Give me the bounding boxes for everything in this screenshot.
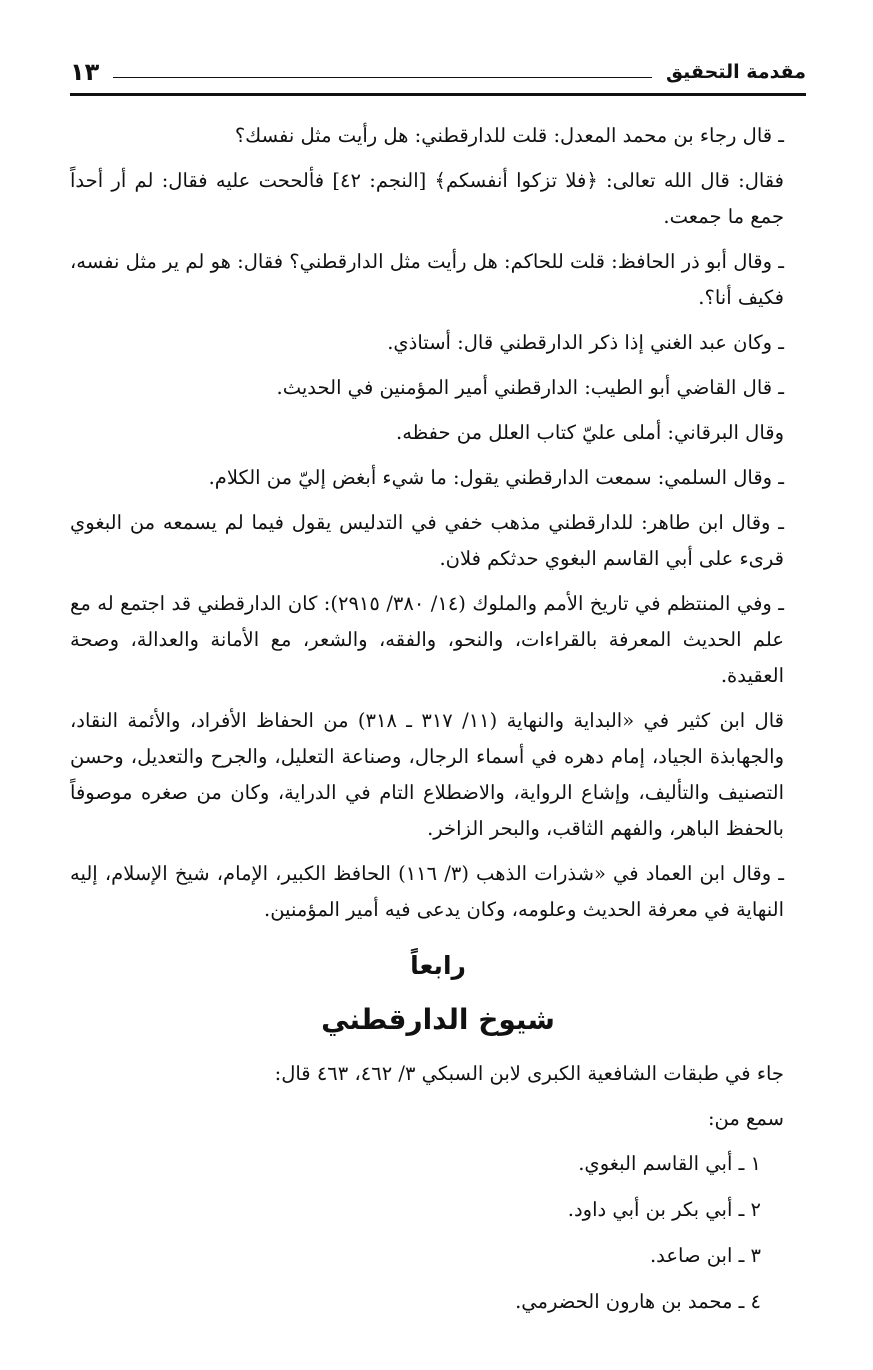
running-header [70,52,806,92]
paragraph-abu-tayyib: ـ قال القاضي أبو الطيب: الدارقطني أمير المؤمنين في الحديث. [276,376,784,399]
section-number-heading: رابعاً [410,951,466,980]
paragraph-muntazam: ـ وفي المنتظم في تاريخ الأمم والملوك (١٤/ ٣٨٠/ ٢٩١٥): كان الدارقطني قد اجتمع له مع علم الحديث المعرفة بالقراءات، والنحو، والفقه، والشعر، مع الأمانة والعدالة، وصحة العقيدة. [70,592,784,687]
body-text [70,118,806,1330]
header-rule [70,93,806,96]
paragraph-ibn-tahir: ـ وقال ابن طاهر: للدارقطني مذهب خفي في التدليس يقول فيما لم يسمعه من البغوي قرىء على أبي القاسم البغوي حدثكم فلان. [70,511,784,570]
paragraph-abu-dharr: ـ وقال أبو ذر الحافظ: قلت للحاكم: هل رأيت مثل الدارقطني؟ فقال: هو لم ير مثل نفسه، فكيف أنا؟. [70,250,784,309]
list-item: ١ ـ أبي القاسم البغوي. [578,1152,761,1175]
paragraph-ibn-imad: ـ وقال ابن العماد في «شذرات الذهب (٣/ ١١٦) الحافظ الكبير، الإمام، شيخ الإسلام، إليه النهاية في معرفة الحديث وعلومه، وكان يدعى فيه أمير المؤمنين. [70,862,784,921]
paragraph-sulami: ـ وقال السلمي: سمعت الدارقطني يقول: ما شيء أبغض إليّ من الكلام. [208,466,784,489]
section-sub-intro: سمع من: [707,1107,784,1130]
paragraph-quran-reply: فقال: قال الله تعالى: ﴿فلا تزكوا أنفسكم﴾ [النجم: ٤٢] فألححت عليه فقال: لم أر أحداً جمع ما جمعت. [70,169,784,228]
list-item: ٤ ـ محمد بن هارون الحضرمي. [515,1290,761,1313]
paragraph-barqani: وقال البرقاني: أملى عليّ كتاب العلل من حفظه. [396,421,784,444]
paragraph-abdulghani: ـ وكان عبد الغني إذا ذكر الدارقطني قال: أستاذي. [387,331,784,354]
section-intro: جاء في طبقات الشافعية الكبرى لابن السبكي ٣/ ٤٦٢، ٤٦٣ قال: [274,1062,784,1085]
list-item: ٢ ـ أبي بكر بن أبي داود. [567,1198,761,1221]
running-header-title: مقدمة التحقيق [666,61,806,83]
paragraph-ibn-kathir: قال ابن كثير في «البداية والنهاية (١١/ ٣١٧ ـ ٣١٨) من الحفاظ الأفراد، والأئمة النقاد، والجهابذة الجياد، إمام دهره في أسماء الرجال، وصناعة التعليل، والجرح والتعديل، وحسن التصنيف والتأليف، وإشاع الرواية، والاضطلاع التام في الدراية، وكان من صغره موصوفاً بالحفظ الباهر، والفهم الثاقب، والبحر الزاخر. [70,709,784,840]
page-number: ١٣ [70,58,100,86]
list-item: ٣ ـ ابن صاعد. [649,1244,761,1267]
header-line [113,77,652,78]
paragraph-raja: ـ قال رجاء بن محمد المعدل: قلت للدارقطني: هل رأيت مثل نفسك؟ [234,124,784,147]
section-title: شيوخ الدارقطني [321,1003,555,1036]
